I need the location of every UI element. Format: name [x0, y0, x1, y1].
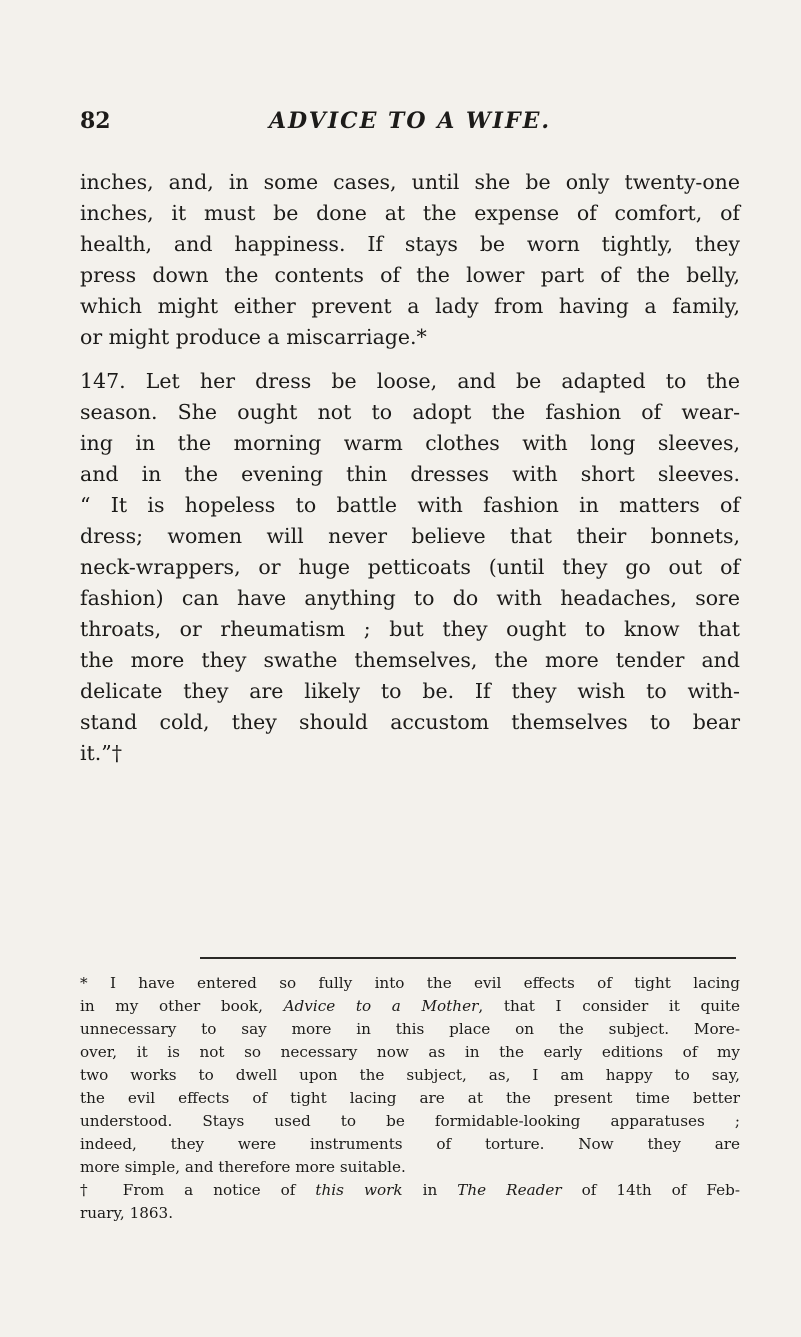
footnote-line: indeed, they were instruments of torture. Now they are: [80, 1135, 740, 1153]
body-line: neck-wrappers, or huge petticoats (until they go out of: [80, 555, 740, 579]
footnote-line: the evil effects of tight lacing are at the present time better: [80, 1089, 740, 1107]
running-head: ADVICE TO A WIFE.: [268, 108, 552, 134]
body-line: the more they swathe themselves, the more tender and: [80, 648, 740, 672]
body-line: it.”†: [80, 741, 123, 765]
body-line: or might produce a miscarriage.*: [80, 325, 427, 349]
body-line: dress; women will never believe that their bonnets,: [80, 524, 740, 548]
body-line: delicate they are likely to be. If they wish to with-: [80, 679, 740, 703]
body-line: press down the contents of the lower part of the belly,: [80, 263, 740, 287]
body-line: and in the evening thin dresses with short sleeves.: [80, 462, 740, 486]
footnote-text: in: [402, 1181, 458, 1199]
footnote-line: over, it is not so necessary now as in the early editions of my: [80, 1043, 740, 1061]
body-line: health, and happiness. If stays be worn tightly, they: [80, 232, 740, 256]
footnote-text: in my other book,: [80, 997, 284, 1015]
footnote-text: of 14th of Feb-: [561, 1181, 740, 1199]
footnote-line: ruary, 1863.: [80, 1204, 174, 1222]
body-line: “ It is hopeless to battle with fashion in matters of: [80, 493, 740, 517]
body-line: throats, or rheumatism ; but they ought to know that: [80, 617, 740, 641]
body-line: inches, it must be done at the expense of comfort, of: [80, 201, 740, 225]
book-title: Advice to a Mother: [283, 997, 479, 1015]
footnote-line: unnecessary to say more in this place on the subject. More-: [80, 1020, 740, 1038]
footnote-rule: [200, 957, 736, 959]
body-line: stand cold, they should accustom themselves to bear: [80, 710, 740, 734]
body-line: inches, and, in some cases, until she be only twenty-one: [80, 170, 740, 194]
body-line: fashion) can have anything to do with headaches, sore: [80, 586, 740, 610]
body-line: ing in the morning warm clothes with long sleeves,: [80, 431, 740, 455]
page-number: 82: [80, 108, 111, 134]
footnote-text: , that I consider it quite: [478, 997, 740, 1015]
footnote-line: more simple, and therefore more suitable.: [80, 1158, 406, 1176]
periodical-title: The Reader: [457, 1181, 562, 1199]
footnote-text: † From a notice of: [80, 1181, 316, 1199]
body-line: season. She ought not to adopt the fashion of wear-: [80, 400, 740, 424]
footnote-line: [80, 995, 740, 1017]
footnote-line: [80, 1179, 740, 1201]
page-header: [80, 108, 740, 142]
body-line: 147. Let her dress be loose, and be adapted to the: [80, 369, 740, 393]
footnote-line: * I have entered so fully into the evil effects of tight lacing: [80, 974, 740, 992]
footnote-emphasis: this work: [315, 1181, 403, 1199]
body-line: which might either prevent a lady from having a family,: [80, 294, 740, 318]
footnote-line: understood. Stays used to be formidable-looking apparatuses ;: [80, 1112, 740, 1130]
footnote-line: two works to dwell upon the subject, as, I am happy to say,: [80, 1066, 740, 1084]
